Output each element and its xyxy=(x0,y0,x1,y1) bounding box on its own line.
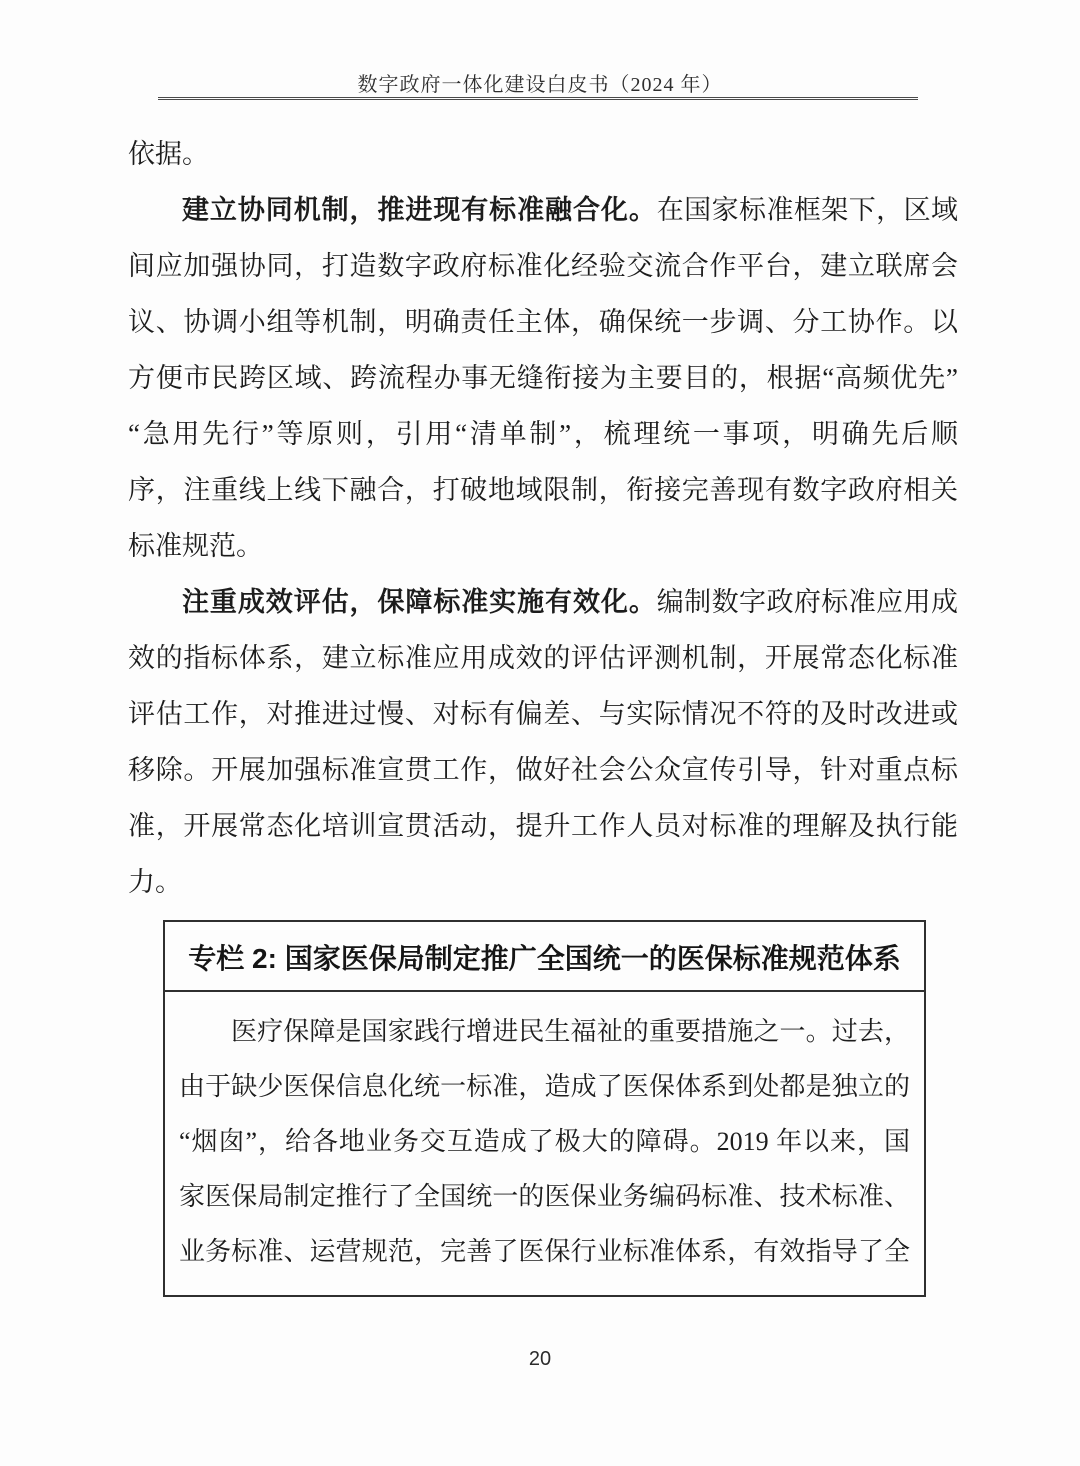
paragraph-lead-line xyxy=(128,182,958,238)
paragraph-line: 依据。 xyxy=(128,139,209,169)
paragraph-lead-line xyxy=(128,574,958,630)
body-text xyxy=(128,126,958,910)
callout-line: 家医保局制定推行了全国统一的医保业务编码标准、技术标准、 xyxy=(179,1182,910,1211)
callout-box-title: 专栏 2: 国家医保局制定推广全国统一的医保标准规范体系 xyxy=(165,922,924,992)
paragraph-line: 间应加强协同，打造数字政府标准化经验交流合作平台，建立联席会 xyxy=(128,251,958,281)
paragraph-line: 方便市民跨区域、跨流程办事无缝衔接为主要目的，根据“高频优先” xyxy=(128,363,958,393)
paragraph-lead-rest: 编制数字政府标准应用成 xyxy=(656,587,959,617)
paragraph-line: 议、协调小组等机制，明确责任主体，确保统一步调、分工协作。以 xyxy=(128,307,958,337)
paragraph-line: 移除。开展加强标准宣贯工作，做好社会公众宣传引导，针对重点标 xyxy=(128,755,958,785)
callout-line: 由于缺少医保信息化统一标准，造成了医保体系到处都是独立的 xyxy=(179,1072,910,1101)
paragraph-lead-rest: 在国家标准框架下，区域 xyxy=(656,195,959,225)
callout-box xyxy=(163,920,926,1297)
header-title: 数字政府一体化建设白皮书（2024 年） xyxy=(357,74,723,96)
callout-line: 医疗保障是国家践行增进民生福祉的重要措施之一。过去， xyxy=(231,1017,910,1046)
paragraph-line: 序，注重线上线下融合，打破地域限制，衔接完善现有数字政府相关 xyxy=(128,475,958,505)
paragraph-line: 准，开展常态化培训宣贯活动，提升工作人员对标准的理解及执行能 xyxy=(128,811,958,841)
paragraph-lead-bold: 注重成效评估，保障标准实施有效化。 xyxy=(182,587,657,617)
page-number: 20 xyxy=(528,1348,552,1370)
paragraph-line: 标准规范。 xyxy=(128,531,263,561)
callout-line: 业务标准、运营规范，完善了医保行业标准体系，有效指导了全 xyxy=(179,1237,910,1266)
header-rule xyxy=(158,97,918,100)
callout-box-body xyxy=(165,992,924,1295)
callout-line: “烟囱”，给各地业务交互造成了极大的障碍。2019 年以来，国 xyxy=(179,1127,910,1156)
paragraph-line: 效的指标体系，建立标准应用成效的评估评测机制，开展常态化标准 xyxy=(128,643,958,673)
paragraph-line: “急用先行”等原则，引用“清单制”，梳理统一事项，明确先后顺 xyxy=(128,419,958,449)
paragraph-lead-bold: 建立协同机制，推进现有标准融合化。 xyxy=(182,195,657,225)
paragraph-line: 评估工作，对推进过慢、对标有偏差、与实际情况不符的及时改进或 xyxy=(128,699,958,729)
paragraph-line: 力。 xyxy=(128,867,182,897)
